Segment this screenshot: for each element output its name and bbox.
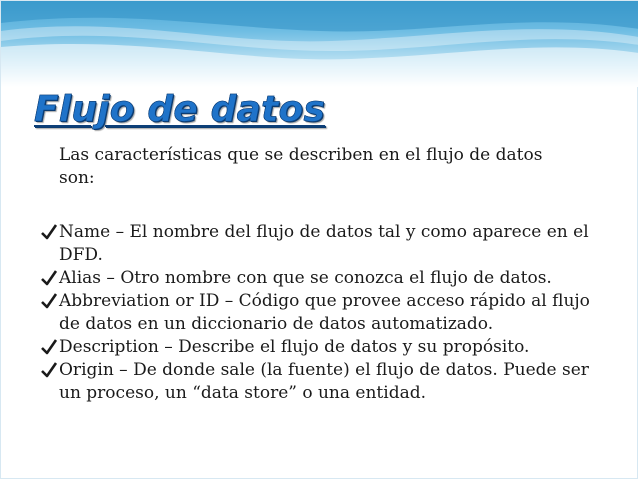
- wave-graphic: [1, 1, 638, 87]
- checkmark-icon: [41, 269, 57, 287]
- intro-text: Las características que se describen en el flujo de datos son:: [59, 145, 543, 188]
- checkmark-icon: [41, 338, 57, 356]
- list-item: [41, 267, 616, 290]
- header-wave-decoration: [1, 1, 638, 87]
- bullet-text: Abbreviation or ID – Código que provee acceso rápido al flujo de datos en un diccionario de datos automatizado.: [59, 290, 590, 334]
- list-item: [41, 359, 616, 404]
- list-item: [41, 221, 616, 266]
- bullet-list: [41, 221, 616, 405]
- bullet-text: Description – Describe el flujo de datos y su propósito.: [59, 336, 530, 357]
- bullet-text: Alias – Otro nombre con que se conozca el flujo de datos.: [59, 267, 552, 288]
- bullet-text: Name – El nombre del flujo de datos tal y como aparece en el DFD.: [59, 222, 589, 265]
- checkmark-icon: [41, 223, 57, 241]
- list-item: [41, 336, 616, 359]
- list-item: [41, 290, 616, 335]
- bullet-text: Origin – De donde sale (la fuente) el flujo de datos. Puede ser un proceso, un “data store” o una entidad.: [59, 359, 589, 403]
- checkmark-icon: [41, 292, 57, 310]
- checkmark-icon: [41, 361, 57, 379]
- slide-title: Flujo de datos: [34, 89, 326, 130]
